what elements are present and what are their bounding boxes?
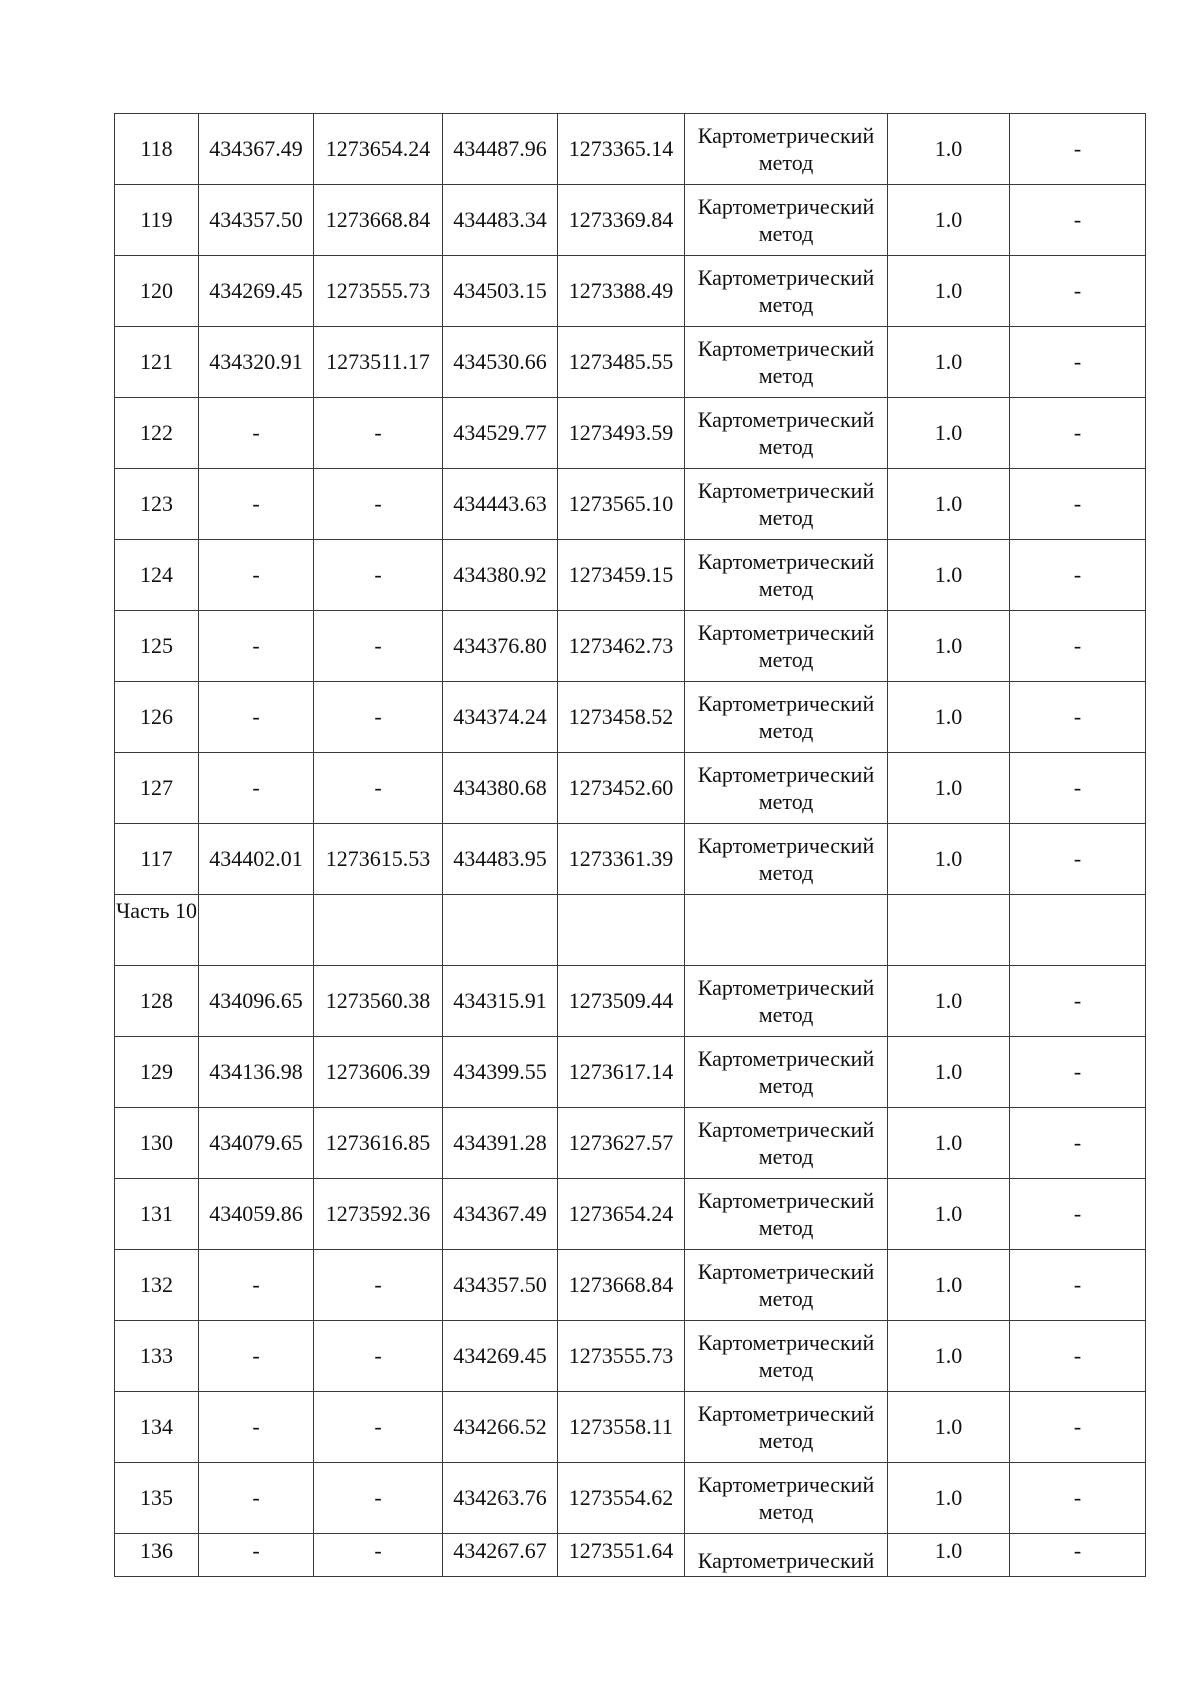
new-x-cell: 434380.92 [443, 540, 558, 611]
accuracy-cell: 1.0 [888, 1108, 1010, 1179]
point-number-cell: Часть 10 [115, 895, 199, 966]
new-y-cell: 1273555.73 [558, 1321, 685, 1392]
description-cell: - [1010, 1392, 1146, 1463]
description-cell: - [1010, 966, 1146, 1037]
new-y-cell: 1273493.59 [558, 398, 685, 469]
new-y-cell: 1273654.24 [558, 1179, 685, 1250]
old-x-cell: - [199, 1392, 314, 1463]
method-text: Картометрический метод [697, 833, 875, 885]
table-row [115, 114, 1146, 185]
accuracy-cell: 1.0 [888, 114, 1010, 185]
method-cell [685, 1037, 888, 1108]
new-x-cell: 434269.45 [443, 1321, 558, 1392]
accuracy-cell [888, 895, 1010, 966]
method-cell [685, 540, 888, 611]
old-x-cell: - [199, 1321, 314, 1392]
description-cell: - [1010, 469, 1146, 540]
accuracy-cell: 1.0 [888, 1179, 1010, 1250]
old-y-cell: 1273606.39 [314, 1037, 443, 1108]
old-y-cell: - [314, 1392, 443, 1463]
table-row [115, 327, 1146, 398]
table-row [115, 1108, 1146, 1179]
method-cell [685, 1392, 888, 1463]
old-y-cell: - [314, 540, 443, 611]
old-x-cell: - [199, 682, 314, 753]
new-x-cell: 434315.91 [443, 966, 558, 1037]
method-text: Картометрический метод [697, 1188, 875, 1240]
description-cell: - [1010, 824, 1146, 895]
method-text: Картометрический метод [697, 1117, 875, 1169]
new-x-cell: 434483.95 [443, 824, 558, 895]
old-y-cell: 1273592.36 [314, 1179, 443, 1250]
table-row [115, 469, 1146, 540]
description-cell: - [1010, 1534, 1146, 1577]
point-number-cell: 125 [115, 611, 199, 682]
old-x-cell: - [199, 469, 314, 540]
new-y-cell: 1273509.44 [558, 966, 685, 1037]
old-y-cell: 1273511.17 [314, 327, 443, 398]
old-x-cell: 434367.49 [199, 114, 314, 185]
new-x-cell: 434266.52 [443, 1392, 558, 1463]
old-y-cell: 1273668.84 [314, 185, 443, 256]
point-number-cell: 127 [115, 753, 199, 824]
old-x-cell: 434357.50 [199, 185, 314, 256]
new-x-cell: 434374.24 [443, 682, 558, 753]
new-x-cell: 434391.28 [443, 1108, 558, 1179]
old-x-cell [199, 895, 314, 966]
new-y-cell: 1273565.10 [558, 469, 685, 540]
new-y-cell: 1273369.84 [558, 185, 685, 256]
new-y-cell: 1273554.62 [558, 1463, 685, 1534]
method-text: Картометрический метод [697, 1259, 875, 1311]
method-text: Картометрический [697, 1548, 875, 1573]
method-cell [685, 895, 888, 966]
table-row [115, 185, 1146, 256]
method-text: Картометрический метод [697, 123, 875, 175]
old-x-cell: 434402.01 [199, 824, 314, 895]
table-row [115, 256, 1146, 327]
table-row [115, 1534, 1146, 1577]
accuracy-cell: 1.0 [888, 540, 1010, 611]
old-y-cell: - [314, 1463, 443, 1534]
accuracy-cell: 1.0 [888, 611, 1010, 682]
table-body [115, 114, 1146, 1577]
method-cell [685, 469, 888, 540]
description-cell: - [1010, 256, 1146, 327]
new-y-cell: 1273365.14 [558, 114, 685, 185]
description-cell: - [1010, 1037, 1146, 1108]
point-number-cell: 129 [115, 1037, 199, 1108]
method-cell [685, 682, 888, 753]
old-x-cell: 434096.65 [199, 966, 314, 1037]
table-row [115, 824, 1146, 895]
method-cell [685, 1250, 888, 1321]
old-y-cell: - [314, 1534, 443, 1577]
accuracy-cell: 1.0 [888, 1321, 1010, 1392]
accuracy-cell: 1.0 [888, 824, 1010, 895]
new-y-cell [558, 895, 685, 966]
old-y-cell: - [314, 469, 443, 540]
description-cell: - [1010, 398, 1146, 469]
accuracy-cell: 1.0 [888, 327, 1010, 398]
method-cell [685, 966, 888, 1037]
table-row [115, 1037, 1146, 1108]
method-cell [685, 1321, 888, 1392]
new-y-cell: 1273361.39 [558, 824, 685, 895]
method-cell [685, 114, 888, 185]
old-y-cell: - [314, 682, 443, 753]
method-cell [685, 398, 888, 469]
accuracy-cell: 1.0 [888, 1250, 1010, 1321]
new-x-cell [443, 895, 558, 966]
point-number-cell: 122 [115, 398, 199, 469]
method-text: Картометрический метод [697, 1401, 875, 1453]
point-number-cell: 123 [115, 469, 199, 540]
table-row [115, 682, 1146, 753]
new-y-cell: 1273462.73 [558, 611, 685, 682]
old-y-cell: - [314, 1250, 443, 1321]
method-text: Картометрический метод [697, 194, 875, 246]
new-y-cell: 1273617.14 [558, 1037, 685, 1108]
description-cell [1010, 895, 1146, 966]
method-cell [685, 753, 888, 824]
table-row [115, 1179, 1146, 1250]
point-number-cell: 131 [115, 1179, 199, 1250]
old-y-cell: - [314, 398, 443, 469]
new-y-cell: 1273458.52 [558, 682, 685, 753]
method-text: Картометрический метод [697, 975, 875, 1027]
point-number-cell: 135 [115, 1463, 199, 1534]
new-x-cell: 434530.66 [443, 327, 558, 398]
accuracy-cell: 1.0 [888, 1534, 1010, 1577]
method-text: Картометрический метод [697, 265, 875, 317]
method-cell [685, 185, 888, 256]
point-number-cell: 117 [115, 824, 199, 895]
old-x-cell: 434269.45 [199, 256, 314, 327]
point-number-cell: 134 [115, 1392, 199, 1463]
new-y-cell: 1273388.49 [558, 256, 685, 327]
old-y-cell: 1273555.73 [314, 256, 443, 327]
table-row [115, 611, 1146, 682]
method-text: Картометрический метод [697, 1472, 875, 1524]
accuracy-cell: 1.0 [888, 185, 1010, 256]
description-cell: - [1010, 1321, 1146, 1392]
method-text: Картометрический метод [697, 1330, 875, 1382]
description-cell: - [1010, 611, 1146, 682]
description-cell: - [1010, 185, 1146, 256]
new-y-cell: 1273558.11 [558, 1392, 685, 1463]
table-row [115, 753, 1146, 824]
old-y-cell [314, 895, 443, 966]
new-y-cell: 1273459.15 [558, 540, 685, 611]
old-x-cell: - [199, 753, 314, 824]
old-y-cell: 1273616.85 [314, 1108, 443, 1179]
table-row [115, 398, 1146, 469]
method-text: Картометрический метод [697, 691, 875, 743]
description-cell: - [1010, 682, 1146, 753]
old-x-cell: - [199, 611, 314, 682]
method-text: Картометрический метод [697, 762, 875, 814]
description-cell: - [1010, 1179, 1146, 1250]
table-row [115, 966, 1146, 1037]
new-x-cell: 434399.55 [443, 1037, 558, 1108]
old-x-cell: 434320.91 [199, 327, 314, 398]
table-row [115, 1392, 1146, 1463]
old-y-cell: - [314, 1321, 443, 1392]
old-y-cell: 1273654.24 [314, 114, 443, 185]
accuracy-cell: 1.0 [888, 469, 1010, 540]
new-x-cell: 434367.49 [443, 1179, 558, 1250]
method-text: Картометрический метод [697, 336, 875, 388]
old-y-cell: 1273560.38 [314, 966, 443, 1037]
accuracy-cell: 1.0 [888, 682, 1010, 753]
method-cell [685, 256, 888, 327]
method-cell [685, 1108, 888, 1179]
method-text: Картометрический метод [697, 549, 875, 601]
accuracy-cell: 1.0 [888, 753, 1010, 824]
accuracy-cell: 1.0 [888, 1392, 1010, 1463]
accuracy-cell: 1.0 [888, 256, 1010, 327]
method-cell [685, 611, 888, 682]
method-cell [685, 1179, 888, 1250]
description-cell: - [1010, 540, 1146, 611]
old-x-cell: - [199, 1534, 314, 1577]
old-x-cell: - [199, 540, 314, 611]
description-cell: - [1010, 1250, 1146, 1321]
point-number-cell: 136 [115, 1534, 199, 1577]
method-cell [685, 1463, 888, 1534]
description-cell: - [1010, 114, 1146, 185]
method-text: Картометрический метод [697, 407, 875, 459]
point-number-cell: 124 [115, 540, 199, 611]
old-y-cell: 1273615.53 [314, 824, 443, 895]
new-x-cell: 434376.80 [443, 611, 558, 682]
coordinates-table [114, 113, 1146, 1577]
method-cell [685, 327, 888, 398]
old-x-cell: 434079.65 [199, 1108, 314, 1179]
new-x-cell: 434380.68 [443, 753, 558, 824]
old-x-cell: - [199, 398, 314, 469]
accuracy-cell: 1.0 [888, 966, 1010, 1037]
new-y-cell: 1273452.60 [558, 753, 685, 824]
point-number-cell: 133 [115, 1321, 199, 1392]
table-row [115, 540, 1146, 611]
point-number-cell: 132 [115, 1250, 199, 1321]
new-x-cell: 434503.15 [443, 256, 558, 327]
new-y-cell: 1273485.55 [558, 327, 685, 398]
accuracy-cell: 1.0 [888, 398, 1010, 469]
table-row [115, 1250, 1146, 1321]
point-number-cell: 121 [115, 327, 199, 398]
point-number-cell: 128 [115, 966, 199, 1037]
method-cell [685, 824, 888, 895]
accuracy-cell: 1.0 [888, 1037, 1010, 1108]
method-text: Картометрический метод [697, 478, 875, 530]
accuracy-cell: 1.0 [888, 1463, 1010, 1534]
new-x-cell: 434487.96 [443, 114, 558, 185]
point-number-cell: 130 [115, 1108, 199, 1179]
old-x-cell: 434059.86 [199, 1179, 314, 1250]
new-x-cell: 434263.76 [443, 1463, 558, 1534]
new-y-cell: 1273551.64 [558, 1534, 685, 1577]
method-text: Картометрический метод [697, 620, 875, 672]
point-number-cell: 126 [115, 682, 199, 753]
new-x-cell: 434357.50 [443, 1250, 558, 1321]
old-y-cell: - [314, 753, 443, 824]
method-text: Картометрический метод [697, 1046, 875, 1098]
old-x-cell: - [199, 1463, 314, 1534]
description-cell: - [1010, 1108, 1146, 1179]
new-x-cell: 434483.34 [443, 185, 558, 256]
new-x-cell: 434443.63 [443, 469, 558, 540]
old-y-cell: - [314, 611, 443, 682]
section-header-row [115, 895, 1146, 966]
new-x-cell: 434529.77 [443, 398, 558, 469]
point-number-cell: 119 [115, 185, 199, 256]
point-number-cell: 120 [115, 256, 199, 327]
method-cell [685, 1534, 888, 1577]
description-cell: - [1010, 753, 1146, 824]
old-x-cell: 434136.98 [199, 1037, 314, 1108]
table-row [115, 1463, 1146, 1534]
new-y-cell: 1273668.84 [558, 1250, 685, 1321]
description-cell: - [1010, 327, 1146, 398]
point-number-cell: 118 [115, 114, 199, 185]
new-y-cell: 1273627.57 [558, 1108, 685, 1179]
table-row [115, 1321, 1146, 1392]
new-x-cell: 434267.67 [443, 1534, 558, 1577]
old-x-cell: - [199, 1250, 314, 1321]
description-cell: - [1010, 1463, 1146, 1534]
